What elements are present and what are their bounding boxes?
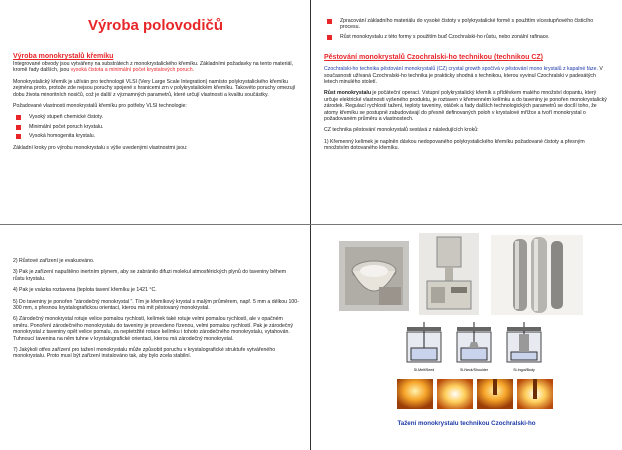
cz-intro-rest: V současnosti užívaná Czochralski-ho technika je prakticky shodná s technikou, kterou vyvinul Czochralski v padesátých letech minulého století. [324, 66, 603, 86]
step-6: 6) Zárodečný monokrystal rotuje velice pomalou rychlostí, kelímek také rotuje velmi pomalou rychlostí, ale v opačném směru. Ponoření zárodečného monokrystalu do taveniny je provedeno řízenou, velmi pomalou rychlostí. Pak je zárodečný monokrystal z taveniny opět velice pomalu, za neptetržité rotace kelímku i tohoto zárodečného monokrystalu, vytahován. Tuhnoucí tavenina na něm tuhne v krystalografické orientaci, kterou má zárodečný monokrystal. [13, 316, 293, 342]
figure-caption: Tažení monokrystalu technikou Czochralski-ho [397, 420, 536, 427]
cz-intro-highlight: Czochralski-ho technika pěstování monokrystalů (CZ) crystal growth spočívá v pěstování mono krystalů z kapalné fáze. [324, 66, 598, 73]
slide-1-body [13, 52, 299, 156]
slide-divider-vertical [310, 0, 311, 450]
slide-4 [311, 225, 622, 450]
step-4: 4) Pak je vsázka roztavena (teplota tavení křemíku je 1421 °C. [13, 287, 157, 294]
step-7: 7) Jakýkoli otřes zařízení pro tažení monokrystalu může způsobit poruchu v krystalografické struktuře vytvářeného monokrystalu. Proto musí být zařízení instalováno tak, aby bylo zcela stabilní. [13, 347, 276, 360]
diagram-label: Si-Melt/Seed [413, 368, 435, 372]
section-heading: Pěstování monokrystalů Czochralski-ho technikou (technikou CZ) [324, 54, 543, 62]
slide-3-body [13, 258, 299, 365]
list-item: Růst monokrystalu z této formy s použitím buď Czochralski-ho růstu, nebo zonální rafinace. [324, 34, 610, 40]
slide-2 [311, 0, 622, 225]
step-3: 3) Pak je zařízení napuštěno inertním plynem, aby se zabránilo difuzi molekul atmosférických plynů do taveniny během růstu krystalu. [13, 269, 287, 282]
step-2: 2) Růstové zařízení je evakuováno. [13, 258, 95, 264]
requirements-list [13, 114, 299, 139]
intro-text: Integrované obvody jsou vytvářeny na substrátech z monokrystalického křemíku. Základními požadavky na tento materiál, kromě řady dalších, jsou [13, 61, 293, 74]
growth-paragraph [324, 90, 610, 122]
cz-intro [324, 66, 610, 85]
paragraph-requirements: Požadované vlastnosti monokrystalů křemíku pro potřeby VLSI technologie: [13, 103, 187, 110]
paragraph-vlsi: Monokrystalický křemík je užíván pro technologii VLSI (Very Large Scale Integration) namísto polykrystalického křemíku zejména proto, protože zde nejsou poruchy spojené s hranicemi zrn v polykrystalickém křemíku. Takovéto poruchy omezují dobu života minoritních nosičů, což je další z významných parametrů, které určují vlastnosti a kvalitu součástky. [13, 78, 296, 98]
diagram-label: Si-Ingot/Body [513, 368, 535, 372]
cz-stages-diagram [399, 320, 549, 375]
slide-title: Výroba polovodičů [87, 17, 223, 34]
puller-machine-photo [419, 233, 479, 315]
growth-label: Růst monokrystalu [324, 90, 371, 97]
slide-divider-horizontal [0, 224, 622, 225]
crucible-photo [339, 241, 409, 311]
step-5: 5) Do taveniny je ponořen "zárodečný monokrystal ". Tím je křemíkový krystal s malým průměrem, např. 5 mm a délkou 100-300 mm, s přesnou krystalografickou orientací, kterou má mít pěstovaný monokrystal. [13, 298, 299, 312]
slide-2-body [324, 18, 610, 157]
steps-intro: CZ technika pěstování monokrystalů sestává z následujících kroků: [324, 127, 479, 134]
growth-text: je počáteční operací. Vstupní polykrystalický křemík s příděvkem malého množství dopantu, který určuje elektrické vlastnosti vyšeného produktu, je roztaven v křemenném kelímku a do taveniny je ponořen monokrystalický zárodek. Regulací rychlostí tažení, teploty taveniny, otáček a řady dalších technologických parametrů se docílí toho, že atomy křemíku se postupně zabudovávají do přesně definovaných poloh v krystalové mřížce a tvoří monokrystal o požadovaném průměru a vlastnostech. [324, 90, 607, 123]
section-heading: Výroba monokrystalů křemíku [13, 53, 114, 60]
list-item: Vysoký stupeň chemické čistoty. [13, 114, 299, 120]
step-1: 1) Křemenný kelímek je naplněn dávkou nedopovaného polykrystalického křemíku požadované čistoty a přesným množstvím dotovaného křemíku. [324, 138, 585, 152]
process-list [324, 18, 610, 40]
paragraph-steps: Základní kroky pro výrobu monokrystalu s výše uvedenými vlastnostmi jsou: [13, 144, 188, 151]
intro-paragraph [13, 61, 299, 74]
ingots-photo [491, 235, 583, 315]
melt-photos [397, 379, 553, 409]
slide-1 [0, 0, 311, 225]
intro-highlight: vysoká čistota a minimální počet krystalových poruch. [70, 67, 195, 74]
slide-3 [0, 225, 311, 450]
diagram-label: Si-Neck/Shoulder [460, 368, 488, 372]
list-item: Minimální počet poruch krystalu. [13, 124, 299, 130]
list-item: Vysoká homogenita krystalu. [13, 133, 299, 139]
list-item: Zpracování základního materiálu do vysoké čistoty v polykrystalické formě s použitím vícestupňového čisticího procesu. [324, 18, 610, 31]
